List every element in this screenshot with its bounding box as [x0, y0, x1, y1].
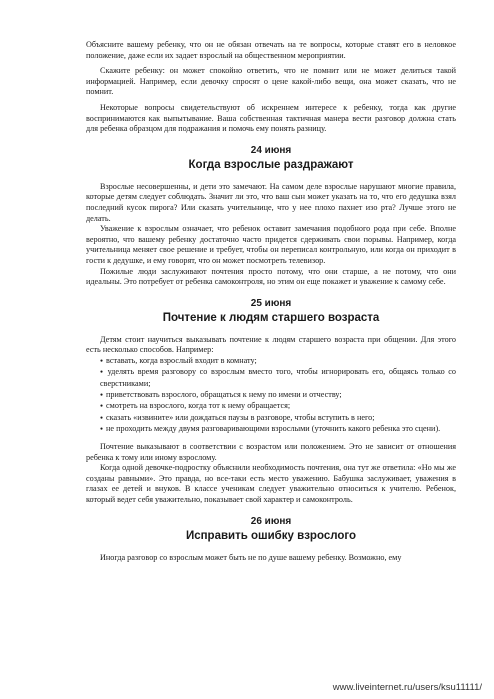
section-date: 26 июня	[250, 515, 292, 527]
body-paragraph: Детям стоит научиться выказывать почтение к людям старшего возраста при общении. Для этого есть несколько способов. Например:	[86, 334, 456, 355]
list-item: ● не проходить между двумя разговаривающими взрослыми (уточнить какого ребенка это сцени).	[86, 424, 456, 436]
body-paragraph: Уважение к взрослым означает, что ребенок оставит замечания подобного рода при себе. Вполне вероятно, что вашему ребенку достаточно часто придется сдерживать свои порывы. Например, когда учительница меняет свое решение и требует, чтобы он переписал контрольную, или когда он приходит в гости к дедушке, и ему говорят, что он может посмотреть телевизор.	[86, 224, 456, 265]
body-paragraph: Иногда разговор со взрослым может быть не по душе вашему ребенку. Возможно, ему	[100, 552, 402, 562]
section-date: 25 июня	[250, 297, 292, 309]
list-item: ● приветствовать взрослого, обращаться к нему по имени и отчеству;	[86, 390, 456, 402]
list-item: ● сказать «извините» или дождаться паузы в разговоре, чтобы вступить в него;	[86, 413, 456, 425]
list-item: ● уделять время разговору со взрослым вместо того, чтобы игнорировать его, общаясь только со сверстниками;	[86, 367, 456, 389]
body-paragraph: Взрослые несовершенны, и дети это замечают. На самом деле взрослые нарушают многие правила, которые детям следует соблюдать. Значит ли это, что ваш сын может указать на то, что его дедушка взял последний кусок пирога? Или сказать учительнице, что у нее плохо пахнет изо рта? Лучше этого не делать.	[86, 181, 456, 223]
body-paragraph: Когда одной девочке-подростку объяснили необходимость почтения, она тут же ответила: «Но мы же созданы равными». Это правда, но все-таки есть место уважению. Бабушка заслуживает, уважения в глазах ее детей и внуков. В классе ученикам следует уважительно относиться к учителю. Ребенок, который ведет себя уважительно, показывает свой характер и самоконтроль.	[86, 463, 456, 504]
intro-paragraph-3: Некоторые вопросы свидетельствуют об искреннем интересе к ребенку, тогда как другие воспринимаются как выпытывание. Ваша собственная тактичная манера вести разговор должна стать для ребенка образцом для подражания и помочь ему понять разницу.	[86, 102, 456, 134]
section-title: Исправить ошибку взрослого	[185, 529, 357, 542]
body-paragraph: Почтение выказывают в соответствии с возрастом или положением. Это не зависит от отношения ребенка к тому или иному взрослому.	[86, 442, 456, 462]
intro-paragraph-1: Объясните вашему ребенку, что он не обязан отвечать на те вопросы, которые ставят его в неловкое положение, даже если их задает взрослый на общественном мероприятии.	[86, 40, 456, 60]
footer-url: www.liveinternet.ru/users/ksu11111/	[332, 682, 482, 693]
intro-paragraph-2: Скажите ребенку: он может спокойно ответить, что не помнит или не может делиться такой информацией. Например, если девочку спросят о цене какой-либо вещи, она может сказать, что не помнит.	[86, 66, 456, 97]
body-paragraph: Пожилые люди заслуживают почтения просто потому, что они старше, а не потому, что они идеальны. Это потребует от ребенка самоконтроля, но этим он еще покажет и уважение к самому себе.	[86, 266, 456, 287]
section-date: 24 июня	[250, 144, 292, 156]
section-title: Почтение к людям старшего возраста	[162, 311, 380, 324]
list-item: ● вставать, когда взрослый входит в комнату;	[86, 356, 456, 368]
bullet-list	[86, 356, 456, 436]
document-page	[86, 40, 456, 563]
section-title: Когда взрослые раздражают	[188, 158, 354, 171]
list-item: ● смотреть на взрослого, когда тот к нему обращается;	[86, 401, 456, 413]
